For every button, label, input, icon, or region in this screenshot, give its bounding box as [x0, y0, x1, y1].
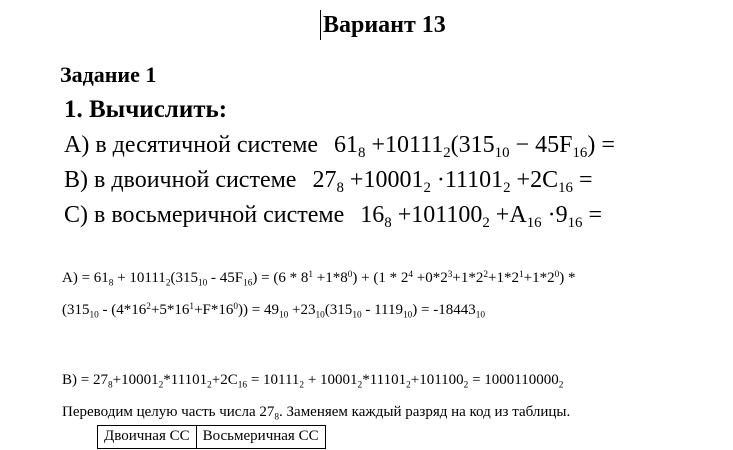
variant-title: Вариант 13 [323, 12, 446, 38]
question-b-expression: $27_8 +10001_2 \cdot 11101_2 +2C_{16}$ = [312, 167, 593, 197]
table-header-binary: Двоичная СС [98, 426, 197, 449]
text-cursor [320, 10, 321, 40]
solution-a-line-2: $(315_{10} - (4*16^2+5*16^1+F*16^0)) = 49_{10} +23_{10}(315_{10} - 1119_{10}) = -18443_{10}$ [62, 301, 486, 321]
note-paragraph: Переводим целую часть числа $27_8$. Заменяем каждый разряд на код из таблицы. [62, 404, 571, 423]
question-c-label: C) в восьмеричной системе [64, 202, 345, 228]
solution-b-result: 1000110000 [484, 372, 559, 388]
solution-b-line: $B) = 27_8+10001_2*11101_2+2C_{16} = 10111_2 + 10001_2*11101_2+101100_2 = 1000110000_2$ [62, 372, 564, 391]
solution-a-line-1: $A) = 61_8 + 10111_2(315_{10} - 45F_{16}) = (6 * 8^1 +1*8^0) + (1 * 2^4 +0*2^3+1*2^2+1*2^1+1*2^0)$ * [62, 269, 576, 289]
conversion-table [97, 425, 326, 449]
question-c [64, 202, 602, 232]
solution-a-result: -18443 [433, 302, 476, 318]
question-b-label: B) в двоичной системе [64, 167, 297, 193]
question-a-expression: $61_8 +10111_2(315_{10} - 45F_{16})$ = [334, 132, 615, 162]
question-heading: 1. Вычислить: [64, 96, 228, 123]
question-a [64, 132, 615, 162]
table-header-row [98, 426, 326, 449]
question-c-expression: $16_8 +101100_2 +A_{16} \cdot 9_{16}$ = [360, 202, 602, 232]
question-a-label: A) в десятичной системе [64, 132, 319, 158]
question-b [64, 167, 593, 197]
table-header-octal: Восьмеричная СС [196, 426, 325, 449]
task-heading: Задание 1 [60, 62, 157, 87]
